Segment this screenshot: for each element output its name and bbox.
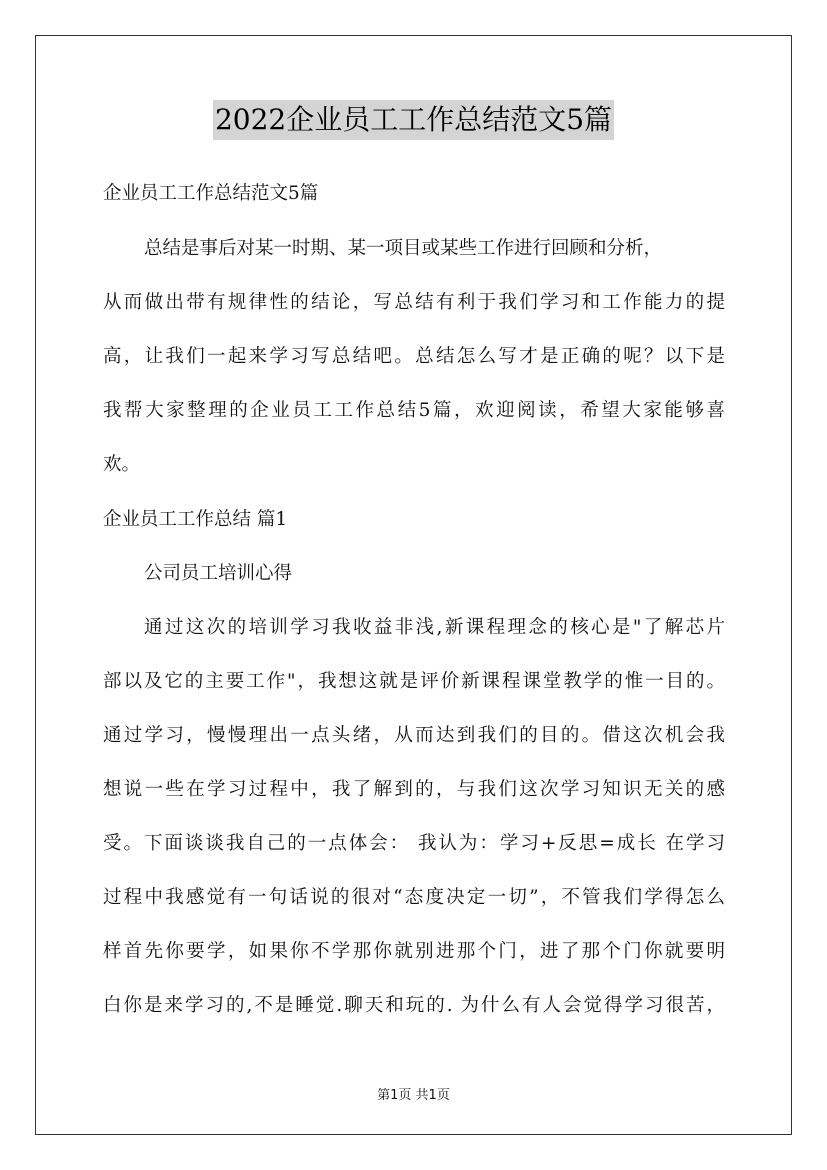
intro-line-5: 欢。 xyxy=(103,454,141,475)
body-line-3: 通过学习，慢慢理出一点头绪，从而达到我们的目的。借这次机会我 xyxy=(103,725,725,746)
intro-line-3: 高，让我们一起来学习写总结吧。总结怎么写才是正确的呢？以下是 xyxy=(103,346,725,367)
body-line-7: 样首先你要学，如果你不学那你就别进那个门，进了那个门你就要明 xyxy=(103,941,725,962)
page-footer: 第1页 共1页 xyxy=(377,1088,450,1103)
intro-line-4: 我帮大家整理的企业员工工作总结5篇，欢迎阅读，希望大家能够喜 xyxy=(103,400,725,421)
section-subheading: 公司员工培训心得 xyxy=(144,563,293,584)
title-wrap xyxy=(0,100,827,140)
body-line-6: 过程中我感觉有一句话说的很对“态度决定一切”，不管我们学得怎么 xyxy=(103,887,725,908)
body-line-2: 部以及它的主要工作"，我想这就是评价新课程课堂教学的惟一目的。 xyxy=(103,671,725,692)
body-line-1: 通过这次的培训学习我收益非浅,新课程理念的核心是"了解芯片 xyxy=(144,617,725,638)
intro-line-2: 从而做出带有规律性的结论，写总结有利于我们学习和工作能力的提 xyxy=(103,292,725,313)
body-line-5: 受。下面谈谈我自己的一点体会： 我认为：学习+反思=成长 在学习 xyxy=(103,833,725,854)
section-heading: 企业员工工作总结 篇1 xyxy=(103,509,288,530)
document-title: 2022企业员工工作总结范文5篇 xyxy=(213,100,614,140)
body-line-8: 白你是来学习的,不是睡觉.聊天和玩的. 为什么有人会觉得学习很苦， xyxy=(103,995,725,1016)
intro-line-1: 总结是事后对某一时期、某一项目或某些工作进行回顾和分析， xyxy=(144,238,663,259)
body-line-4: 想说一些在学习过程中，我了解到的，与我们这次学习知识无关的感 xyxy=(103,779,725,800)
subtitle: 企业员工工作总结范文5篇 xyxy=(103,183,319,204)
